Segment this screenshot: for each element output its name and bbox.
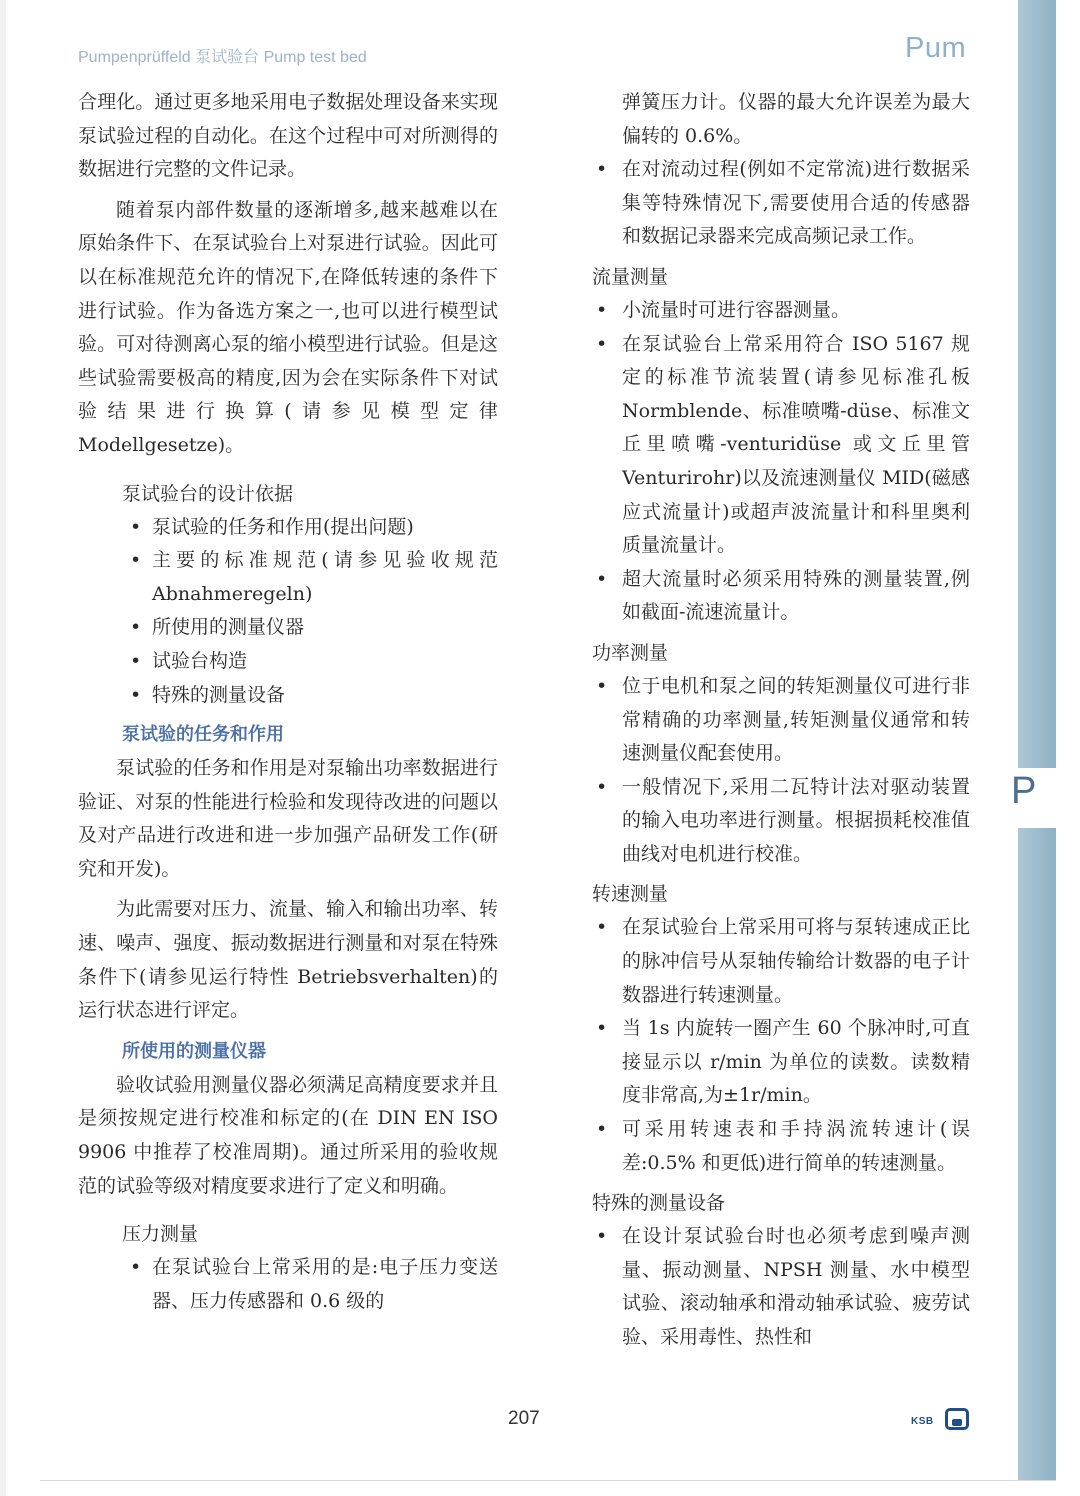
power-list <box>592 670 970 872</box>
section-heading-special: 特殊的测量设备 <box>592 1192 726 1215</box>
page-edge <box>0 0 6 1496</box>
section-heading-power: 功率测量 <box>592 641 669 664</box>
pressure-list-continued <box>592 86 970 254</box>
list-item: • 特殊的测量设备 <box>126 679 498 713</box>
flow-list <box>592 294 970 630</box>
list-item: • 泵试验的任务和作用(提出问题) <box>126 511 498 545</box>
paragraph: 合理化。通过更多地采用电子数据处理设备来实现泵试验过程的自动化。在这个过程中可对所测得的数据进行完整的文件记录。 <box>78 91 498 181</box>
special-list <box>592 1220 970 1354</box>
design-list <box>78 511 498 713</box>
paragraph: 验收试验用测量仪器必须满足高精度要求并且是须按规定进行校准和标定的(在 DIN EN ISO 9906 中推荐了校准周期)。通过所采用的验收规范的试验等级对精度要求进行了定义和明确。 <box>78 1073 498 1197</box>
section-heading-instruments: 所使用的测量仪器 <box>122 1040 266 1062</box>
bullet-icon: • <box>596 1118 608 1141</box>
bullet-icon: • <box>596 158 608 181</box>
bullet-icon: • <box>596 1017 608 1040</box>
list-item-continued: 弹簧压力计。仪器的最大允许误差为最大偏转的 0.6%。 <box>622 91 970 147</box>
ksb-logo <box>911 1408 973 1434</box>
running-header: Pumpenprüffeld 泵试验台 Pump test bed <box>78 49 367 66</box>
bullet-icon: • <box>596 1225 608 1248</box>
thumb-index-letter: P <box>1011 770 1037 812</box>
pressure-list <box>78 1251 498 1318</box>
left-column <box>78 86 498 1324</box>
list-item: • 试验台构造 <box>126 645 498 679</box>
running-header-keyword: Pum <box>905 32 967 64</box>
page-bottom-edge <box>40 1480 1056 1481</box>
list-item: • 在泵试验台上常采用可将与泵转速成正比的脉冲信号从泵轴传输给计数器的电子计数器进行转速测量。 <box>592 911 970 1012</box>
bullet-icon: • <box>130 1256 142 1279</box>
paragraph: 为此需要对压力、流量、输入和输出功率、转速、噪声、强度、振动数据进行测量和对泵在特殊条件下(请参见运行特性 Betriebsverhalten)的运行状态进行评定。 <box>78 898 498 1022</box>
list-item: • 可采用转速表和手持涡流转速计(误差:0.5% 和更低)进行简单的转速测量。 <box>592 1113 970 1180</box>
section-heading-tasks: 泵试验的任务和作用 <box>122 724 284 746</box>
list-item: • 在泵试验台上常采用的是:电子压力变送器、压力传感器和 0.6 级的 <box>126 1251 498 1318</box>
list-item: • 主要的标准规范(请参见验收规范 Abnahmeregeln) <box>126 544 498 611</box>
bullet-icon: • <box>596 916 608 939</box>
list-item: • 小流量时可进行容器测量。 <box>592 294 970 328</box>
bullet-icon: • <box>596 567 608 590</box>
bullet-icon: • <box>130 683 142 706</box>
section-heading-flow: 流量测量 <box>592 265 669 288</box>
bullet-icon: • <box>130 616 142 639</box>
list-item: • 位于电机和泵之间的转矩测量仪可进行非常精确的功率测量,转矩测量仪通常和转速测量仪配套使用。 <box>592 670 970 771</box>
right-column <box>592 86 970 1361</box>
bullet-icon: • <box>596 674 608 697</box>
list-item: • 当 1s 内旋转一圈产生 60 个脉冲时,可直接显示以 r/min 为单位的读数。读数精度非常高,为±1r/min。 <box>592 1012 970 1113</box>
list-item: • 在设计泵试验台时也必须考虑到噪声测量、振动测量、NPSH 测量、水中模型试验、滚动轴承和滑动轴承试验、疲劳试验、采用毒性、热性和 <box>592 1220 970 1354</box>
bullet-icon: • <box>130 515 142 538</box>
page-number: 207 <box>508 1408 540 1429</box>
list-item: • 超大流量时必须采用特殊的测量装置,例如截面-流速流量计。 <box>592 563 970 630</box>
section-heading-speed: 转速测量 <box>592 883 669 906</box>
thumb-index-band <box>1018 0 1056 1480</box>
logo-text: KSB <box>911 1416 934 1427</box>
paragraph: 泵试验的任务和作用是对泵输出功率数据进行验证、对泵的性能进行检验和发现待改进的问题以及对产品进行改进和进一步加强产品研发工作(研究和开发)。 <box>78 757 498 880</box>
bullet-icon: • <box>130 549 142 572</box>
bullet-icon: • <box>596 298 608 321</box>
list-item: • 在对流动过程(例如不定常流)进行数据采集等特殊情况下,需要使用合适的传感器和数据记录器来完成高频记录工作。 <box>592 153 970 254</box>
paragraph: 随着泵内部件数量的逐渐增多,越来越难以在原始条件下、在泵试验台上对泵进行试验。因此可以在标准规范允许的情况下,在降低转速的条件下进行试验。作为备选方案之一,也可以进行模型试验。可对待测离心泵的缩小模型进行试验。但是这些试验需要极高的精度,因为会在实际条件下对试验结果进行换算(请参见模型定律 Modellgesetze)。 <box>78 198 498 456</box>
list-item: • 所使用的测量仪器 <box>126 611 498 645</box>
bullet-icon: • <box>596 775 608 798</box>
speed-list <box>592 911 970 1180</box>
list-item: • 一般情况下,采用二瓦特计法对驱动装置的输入电功率进行测量。根据损耗校准值曲线对电机进行校准。 <box>592 771 970 872</box>
section-heading-design: 泵试验台的设计依据 <box>122 482 294 505</box>
section-heading-pressure: 压力测量 <box>122 1223 199 1246</box>
list-item: • 在泵试验台上常采用符合 ISO 5167 规定的标准节流装置(请参见标准孔板 Normblende、标准喷嘴-düse、标准文丘里喷嘴-venturidüse 或文丘里管 Venturirohr)以及流速测量仪 MID(磁感应式流量计)或超声波流量计和科里奥利质量流量计。 <box>592 328 970 563</box>
bullet-icon: • <box>130 649 142 672</box>
ksb-logo-icon <box>945 1408 969 1430</box>
bullet-icon: • <box>596 332 608 355</box>
